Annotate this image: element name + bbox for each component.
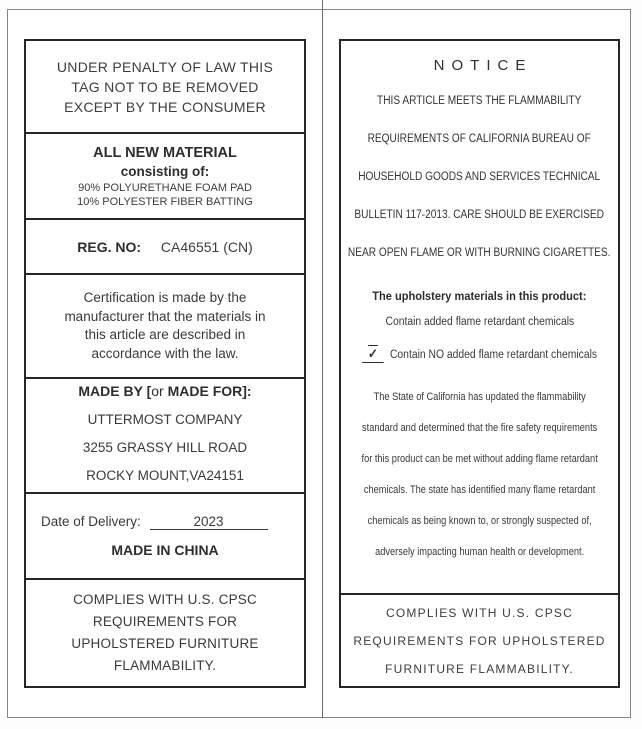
penalty-notice-section — [26, 41, 304, 134]
state-line: chemicals as being known to, or strongly suspected of, — [367, 515, 592, 527]
delivery-section — [26, 494, 304, 580]
state-line: chemicals. The state has identified many flame retardant — [363, 484, 596, 496]
cpsc-compliance-section-right — [341, 595, 618, 686]
made-by-prefix: MADE BY [ — [78, 383, 152, 399]
state-update-paragraph — [339, 382, 620, 568]
notice-line: REQUIREMENTS OF CALIFORNIA BUREAU OF — [367, 133, 592, 145]
material-content-line: 90% POLYURETHANE FOAM PAD — [78, 181, 252, 194]
state-line: The State of California has updated the flammability — [373, 391, 586, 403]
state-line: for this product can be met without adding flame retardant — [361, 453, 598, 465]
penalty-line: TAG NOT TO BE REMOVED — [71, 78, 259, 95]
manufacturer-street: 3255 GRASSY HILL ROAD — [82, 440, 248, 455]
manufacturer-name: UTTERMOST COMPANY — [87, 412, 243, 427]
compliance-line: FURNITURE FLAMMABILITY. — [385, 661, 574, 676]
state-line: adversely impacting human health or development. — [374, 546, 585, 558]
registration-number: CA46551 (CN) — [160, 238, 253, 255]
compliance-line: COMPLIES WITH U.S. CPSC — [386, 605, 573, 620]
state-line: standard and determined that the fire safety requirements — [361, 422, 598, 434]
option-no-added-chemicals — [362, 339, 597, 372]
penalty-line: EXCEPT BY THE CONSUMER — [64, 98, 266, 115]
checked-blank — [362, 347, 384, 363]
made-by-section — [26, 379, 304, 494]
registration-row — [77, 239, 253, 255]
left-label-panel — [24, 39, 306, 688]
option-added-chemicals: Contain added flame retardant chemicals — [385, 316, 574, 328]
checkmark-icon: ✓ — [367, 346, 378, 361]
registration-label: REG. NO: — [77, 238, 142, 255]
compliance-line: FLAMMABILITY. — [113, 658, 217, 673]
made-by-heading — [78, 381, 251, 401]
delivery-date-value: 2023 — [150, 514, 268, 530]
compliance-line: REQUIREMENTS FOR — [92, 614, 238, 629]
made-by-or: or — [151, 383, 164, 399]
material-subtitle: consisting of: — [120, 163, 210, 179]
compliance-line: COMPLIES WITH U.S. CPSC — [73, 592, 257, 607]
penalty-line: UNDER PENALTY OF LAW THIS — [56, 58, 274, 75]
notice-section — [341, 41, 618, 595]
certification-line: accordance with the law. — [91, 345, 239, 361]
material-title: ALL NEW MATERIAL — [93, 144, 237, 161]
certification-line: this article are described in — [84, 327, 246, 342]
right-notice-panel — [339, 39, 620, 688]
notice-line: NEAR OPEN FLAME OR WITH BURNING CIGARETTES. — [348, 247, 611, 259]
delivery-date-label: Date of Delivery: — [41, 514, 141, 529]
cpsc-compliance-section-left — [26, 580, 304, 686]
material-section — [26, 134, 304, 220]
panel-divider — [322, 0, 323, 718]
certification-line: Certification is made by the — [83, 290, 247, 305]
made-by-suffix: MADE FOR]: — [163, 383, 252, 399]
notice-heading: NOTICE — [433, 57, 533, 74]
option-no-added-label: Contain NO added flame retardant chemicals — [389, 349, 598, 361]
flammability-paragraph — [330, 82, 628, 272]
compliance-line: UPHOLSTERED FURNITURE — [71, 636, 259, 651]
compliance-line: REQUIREMENTS FOR UPHOLSTERED — [353, 633, 606, 648]
delivery-date-row — [26, 514, 304, 530]
upholstery-heading: The upholstery materials in this product: — [372, 289, 587, 303]
registration-section — [26, 220, 304, 275]
manufacturer-city: ROCKY MOUNT,VA24151 — [86, 468, 244, 483]
notice-line: HOUSEHOLD GOODS AND SERVICES TECHNICAL — [358, 171, 601, 183]
material-content-line: 10% POLYESTER FIBER BATTING — [77, 195, 253, 208]
certification-line: manufacturer that the materials in — [64, 308, 266, 324]
notice-line: BULLETIN 117-2013. CARE SHOULD BE EXERCISED — [354, 209, 605, 221]
country-of-origin: MADE IN CHINA — [111, 542, 219, 558]
certification-section — [26, 275, 304, 379]
notice-line: THIS ARTICLE MEETS THE FLAMMABILITY — [377, 95, 582, 107]
